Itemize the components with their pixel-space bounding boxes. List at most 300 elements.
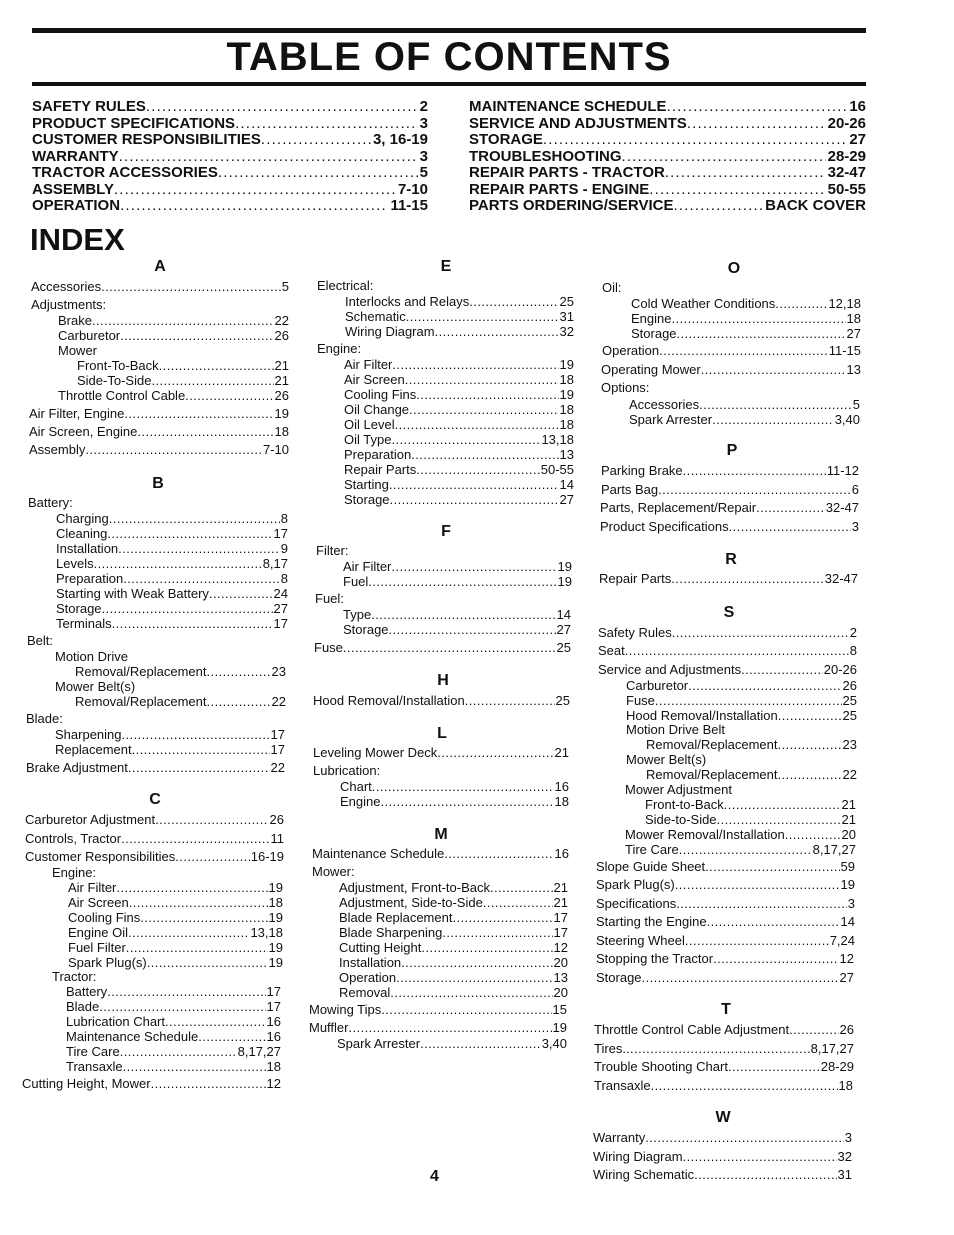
toc-left-column [32,99,428,215]
index-entry-page: 20 [841,827,856,842]
index-entry [598,662,857,677]
dot-leader [101,279,281,294]
index-entry [344,447,574,462]
index-entry-page: 16 [266,1014,281,1029]
index-entry [68,955,283,970]
dot-leader [165,1014,266,1029]
index-entry [344,372,574,387]
index-entry-label: Storage [344,492,390,507]
index-entry [596,896,855,911]
dot-leader [85,442,262,457]
toc-entry-page: 20-26 [827,114,866,132]
index-entry-label: Interlocks and Relays [345,294,470,309]
index-entry-page: 18 [559,417,574,432]
index-entry-page: 11-12 [826,463,859,478]
index-entry-page: 17 [553,910,568,925]
index-entry [29,442,289,457]
index-entry-page: 16 [266,1029,281,1044]
index-entry-label: Hood Removal/Installation [626,708,778,723]
dot-leader [261,132,371,149]
index-entry-label: Air Screen, Engine [29,424,138,439]
index-entry-page: 8 [849,643,857,658]
index-entry-page: 20 [553,985,568,1000]
dot-leader [707,914,840,929]
index-entry-page: 16-19 [250,849,284,864]
dot-leader [675,877,840,892]
index-entry [625,827,856,842]
dot-leader [676,896,847,911]
index-heading: Mower Adjustment [625,782,732,797]
index-heading: Mower [58,343,98,358]
index-entry [596,877,855,892]
index-section-letter: A [154,258,166,275]
index-entry-page: 8 [280,571,288,586]
index-entry-page: 22 [270,760,285,775]
dot-leader [437,745,553,760]
index-entry [313,693,570,708]
index-entry-label: Slope Guide Sheet [596,859,706,874]
index-entry-label: Engine Oil [68,925,128,940]
index-entry-page: 23 [842,737,857,752]
index-entry-label: Seat [598,643,625,658]
index-entry-label: Cooling Fins [344,387,417,402]
dot-leader [137,424,273,439]
index-entry-label: Oil Type [344,432,392,447]
index-entry-page: 6 [851,482,859,497]
index-entry [55,727,285,742]
index-entry-label: Repair Parts [599,571,672,586]
index-entry [594,1022,854,1037]
index-entry [593,1149,852,1164]
index-entry [601,463,859,478]
index-entry-page: 20 [553,955,568,970]
dot-leader [147,955,268,970]
index-entry-label: Charging [56,511,109,526]
index-entry-label: Repair Parts [344,462,417,477]
index-entry [629,397,860,412]
index-entry [646,737,857,752]
index-entry [55,742,285,757]
index-heading: Fuel: [315,591,344,606]
index-entry [631,311,861,326]
index-entry [66,1059,281,1074]
toc-entry [469,149,866,166]
index-heading: Motion Drive [55,649,128,664]
dot-leader [391,432,540,447]
index-entry-label: Product Specifications [600,519,729,534]
index-entry-label: Cleaning [56,526,108,541]
index-entry [312,846,569,861]
dot-leader [701,362,846,377]
dot-leader [465,693,555,708]
dot-leader [175,849,249,864]
index-entry-page: 12 [839,951,854,966]
toc-entry-label: TROUBLESHOOTING [469,147,622,165]
dot-leader [109,511,280,526]
index-entry-page: 3 [844,1130,852,1145]
index-entry [337,1036,567,1051]
index-entry [339,985,568,1000]
index-entry [598,625,857,640]
index-entry-label: Cutting Height [339,940,422,955]
index-entry-page: 19 [268,955,283,970]
dot-leader [207,694,271,709]
index-entry-page: 7-10 [262,442,289,457]
dot-leader [92,313,274,328]
index-entry-label: Oil Change [344,402,410,417]
index-entry-page: 24 [273,586,288,601]
index-entry [345,324,574,339]
index-entry-label: Fuel Filter [68,940,126,955]
index-entry [344,417,574,432]
toc-entry-page: 7-10 [397,180,428,198]
index-entry [25,831,284,846]
dot-leader [626,1041,810,1056]
index-entry [594,1041,854,1056]
dot-leader [368,574,556,589]
index-entry [66,999,281,1014]
index-entry-page: 26 [274,388,289,403]
index-entry-page: 17 [266,984,281,999]
index-entry-label: Throttle Control Cable Adjustment [594,1022,790,1037]
index-entry-label: Adjustment, Side-to-Side [339,895,483,910]
index-entry [56,526,288,541]
index-entry-label: Carburetor [58,328,121,343]
dot-leader [687,116,826,133]
index-entry-page: 26 [842,678,857,693]
dot-leader [94,556,262,571]
index-entry [56,586,288,601]
index-entry-page: 12,18 [828,296,861,311]
index-entry-label: Engine [631,311,672,326]
index-entry-label: Mowing Tips [309,1002,382,1017]
toc-entry [32,182,428,199]
index-entry-page: 17 [270,727,285,742]
index-entry [58,388,289,403]
index-entry-page: 27 [846,326,861,341]
dot-leader [349,1020,552,1035]
dot-leader [406,309,559,324]
index-entry-label: Trouble Shooting Chart [594,1059,728,1074]
index-entry-label: Spark Arrester [337,1036,421,1051]
index-entry-page: 18 [268,895,283,910]
dot-leader [785,827,841,842]
toc-entry-label: TRACTOR ACCESSORIES [32,164,218,181]
toc-entry [32,132,428,149]
index-entry [31,279,289,294]
dot-leader [116,880,267,895]
index-section-letter: L [437,725,447,742]
index-entry [626,678,857,693]
index-entry-page: 5 [852,397,860,412]
toc-entry-page: 27 [849,131,866,148]
dot-leader [694,1167,836,1182]
index-entry [629,412,860,427]
index-entry-page: 14 [556,607,571,622]
index-entry [599,571,858,586]
index-entry-page: 11-15 [828,343,861,358]
toc-entry-label: SERVICE AND ADJUSTMENTS [469,114,687,132]
index-entry-label: Adjustment, Front-to-Back [339,880,490,895]
index-heading: Motion Drive Belt [626,722,725,737]
dot-leader [442,925,552,940]
dot-leader [483,895,553,910]
index-entry-page: 19 [274,406,289,421]
index-entry-page: 8 [280,511,288,526]
toc-entry-label: ASSEMBLY [32,180,114,198]
index-entry-page: 18 [559,402,574,417]
dot-leader [390,985,552,1000]
index-entry-page: 21 [841,812,856,827]
dot-leader [699,397,852,412]
dot-leader [121,831,269,846]
index-entry-label: Starting [344,477,389,492]
dot-leader [389,477,559,492]
index-entry-page: 32-47 [825,500,859,515]
index-entry-page: 7,24 [829,933,855,948]
index-entry-label: Brake [58,313,92,328]
dot-leader [389,622,556,637]
dot-leader [146,99,418,116]
dot-leader [107,526,272,541]
index-entry [344,387,574,402]
index-section-letter: E [440,258,452,275]
index-entry-page: 19 [559,387,574,402]
toc-entry [32,198,428,215]
index-entry [56,601,288,616]
index-section-letter: P [726,442,738,459]
index-entry [343,622,571,637]
index-entry-label: Schematic [345,309,406,324]
index-entry [339,940,568,955]
index-entry-page: 19 [268,940,283,955]
title-rule-top [32,28,866,33]
index-entry-label: Oil Level [344,417,395,432]
index-entry-page: 18 [266,1059,281,1074]
dot-leader [645,1130,844,1145]
dot-leader [123,1059,266,1074]
index-entry-page: 32 [559,324,574,339]
dot-leader [102,601,273,616]
toc-entry-label: SAFETY RULES [32,98,146,115]
index-entry [344,432,574,447]
toc-entry [32,149,428,166]
index-heading: Tractor: [52,969,97,984]
dot-leader [390,492,559,507]
toc-entry [469,132,866,149]
index-entry-label: Carburetor [626,678,689,693]
index-entry-label: Removal/Replacement [646,767,778,782]
dot-leader [688,678,841,693]
index-section-letter: B [152,475,164,492]
index-entry-page: 13 [559,447,574,462]
index-entry [314,640,571,655]
index-entry [345,294,574,309]
index-entry-label: Maintenance Schedule [66,1029,199,1044]
index-entry-label: Warranty [593,1130,646,1145]
index-entry-page: 9 [280,541,288,556]
index-entry-label: Cold Weather Conditions [631,296,776,311]
index-entry [339,880,568,895]
index-entry-page: 2 [849,625,857,640]
index-entry [309,1002,567,1017]
index-entry-label: Safety Rules [598,625,672,640]
index-entry-page: 26 [274,328,289,343]
dot-leader [151,373,273,388]
index-entry [596,933,855,948]
index-entry [22,1076,281,1091]
toc-entry [469,165,866,182]
index-entry-page: 16 [554,779,569,794]
dot-leader [159,358,274,373]
index-entry-label: Wiring Schematic [593,1167,695,1182]
toc-entry-label: REPAIR PARTS - ENGINE [469,180,650,198]
dot-leader [235,116,418,133]
toc-entry [32,116,428,133]
index-entry-label: Steering Wheel [596,933,685,948]
index-entry-label: Transaxle [66,1059,123,1074]
index-entry-label: Terminals [56,616,112,631]
index-entry-label: Parts, Replacement/Repair [600,500,757,515]
index-entry-label: Fuse [314,640,343,655]
index-entry [593,1130,852,1145]
toc-entry-label: WARRANTY [32,147,119,165]
dot-leader [391,559,556,574]
index-entry [56,511,288,526]
index-entry-page: 8,17,27 [812,842,856,857]
index-entry-page: 21 [274,358,289,373]
dot-leader [396,970,552,985]
index-entry [68,940,283,955]
index-entry [626,708,857,723]
index-entry [25,849,284,864]
index-entry-page: 19 [268,910,283,925]
dot-leader [729,519,851,534]
index-entry-label: Leveling Mower Deck [313,745,438,760]
index-entry [596,970,854,985]
index-entry-page: 17 [266,999,281,1014]
dot-leader [683,1149,837,1164]
index-entry [593,1167,852,1182]
dot-leader [435,324,559,339]
index-entry-page: 25 [555,693,570,708]
index-entry-page: 14 [559,477,574,492]
dot-leader [395,417,559,432]
dot-leader [119,149,418,166]
index-entry-page: 3,40 [541,1036,567,1051]
index-entry [340,779,569,794]
dot-leader [667,99,848,116]
index-section-letter: S [723,604,735,621]
dot-leader [128,760,270,775]
index-entry [344,462,574,477]
dot-leader [677,326,846,341]
index-entry-page: 11 [270,831,284,846]
index-entry-label: Side-to-Side [645,812,717,827]
dot-leader [209,586,273,601]
index-entry [601,362,861,377]
index-entry-label: Blade [66,999,100,1014]
dot-leader [107,984,265,999]
index-entry-label: Tire Care [625,842,679,857]
index-entry-page: 31 [559,309,574,324]
index-entry [598,643,857,658]
index-entry-page: 18 [838,1078,853,1093]
index-entry-page: 21 [554,745,569,760]
index-entry [626,693,857,708]
index-entry [56,541,288,556]
index-entry-page: 15 [552,1002,567,1017]
index-entry [58,328,289,343]
index-entry-page: 19 [557,559,572,574]
index-entry [596,859,855,874]
index-entry-page: 25 [556,640,571,655]
dot-leader [126,940,268,955]
dot-leader [622,149,826,166]
index-entry-page: 26 [269,812,284,827]
index-entry-label: Carburetor Adjustment [25,812,156,827]
index-heading: Mower Belt(s) [626,752,707,767]
index-heading: Oil: [602,280,622,295]
page-number: 4 [430,1168,439,1185]
index-entry-page: 14 [840,914,855,929]
index-entry [343,574,572,589]
index-heading: Mower Belt(s) [55,679,136,694]
index-entry-label: Lubrication Chart [66,1014,165,1029]
index-entry-page: 27 [559,492,574,507]
index-entry [602,343,861,358]
dot-leader [665,165,826,182]
index-heading: Adjustments: [31,297,107,312]
index-entry-label: Wiring Diagram [345,324,435,339]
index-entry [56,571,288,586]
toc-entry [469,182,866,199]
index-entry [600,519,859,534]
page-title: TABLE OF CONTENTS [226,35,672,79]
index-entry-label: Preparation [56,571,124,586]
toc-entry [469,116,866,133]
index-entry [25,812,284,827]
dot-leader [469,294,558,309]
index-entry [26,760,285,775]
index-entry-label: Replacement [55,742,132,757]
dot-leader [756,500,825,515]
index-entry-label: Air Filter [68,880,117,895]
index-entry-label: Air Screen [344,372,405,387]
index-entry-label: Hood Removal/Installation [313,693,465,708]
index-entry-label: Spark Arrester [629,412,713,427]
index-entry [77,358,289,373]
dot-leader [409,402,558,417]
index-entry [594,1078,853,1093]
dot-leader [717,812,841,827]
index-entry-label: Cooling Fins [68,910,141,925]
toc-entry-page: 3 [419,114,428,132]
index-entry-page: 26 [839,1022,854,1037]
toc-entry-label: PARTS ORDERING/SERVICE [469,197,674,214]
index-entry [56,556,288,571]
index-entry-label: Front-To-Back [77,358,159,373]
index-entry-label: Air Filter, Engine [29,406,125,421]
toc-entry-label: REPAIR PARTS - TRACTOR [469,164,665,181]
dot-leader [114,182,396,199]
dot-leader [683,463,826,478]
index-entry-label: Storage [343,622,389,637]
toc-entry-page: 2 [419,98,428,115]
index-entry-label: Service and Adjustments [598,662,742,677]
dot-leader [381,1002,551,1017]
index-entry [68,925,283,940]
